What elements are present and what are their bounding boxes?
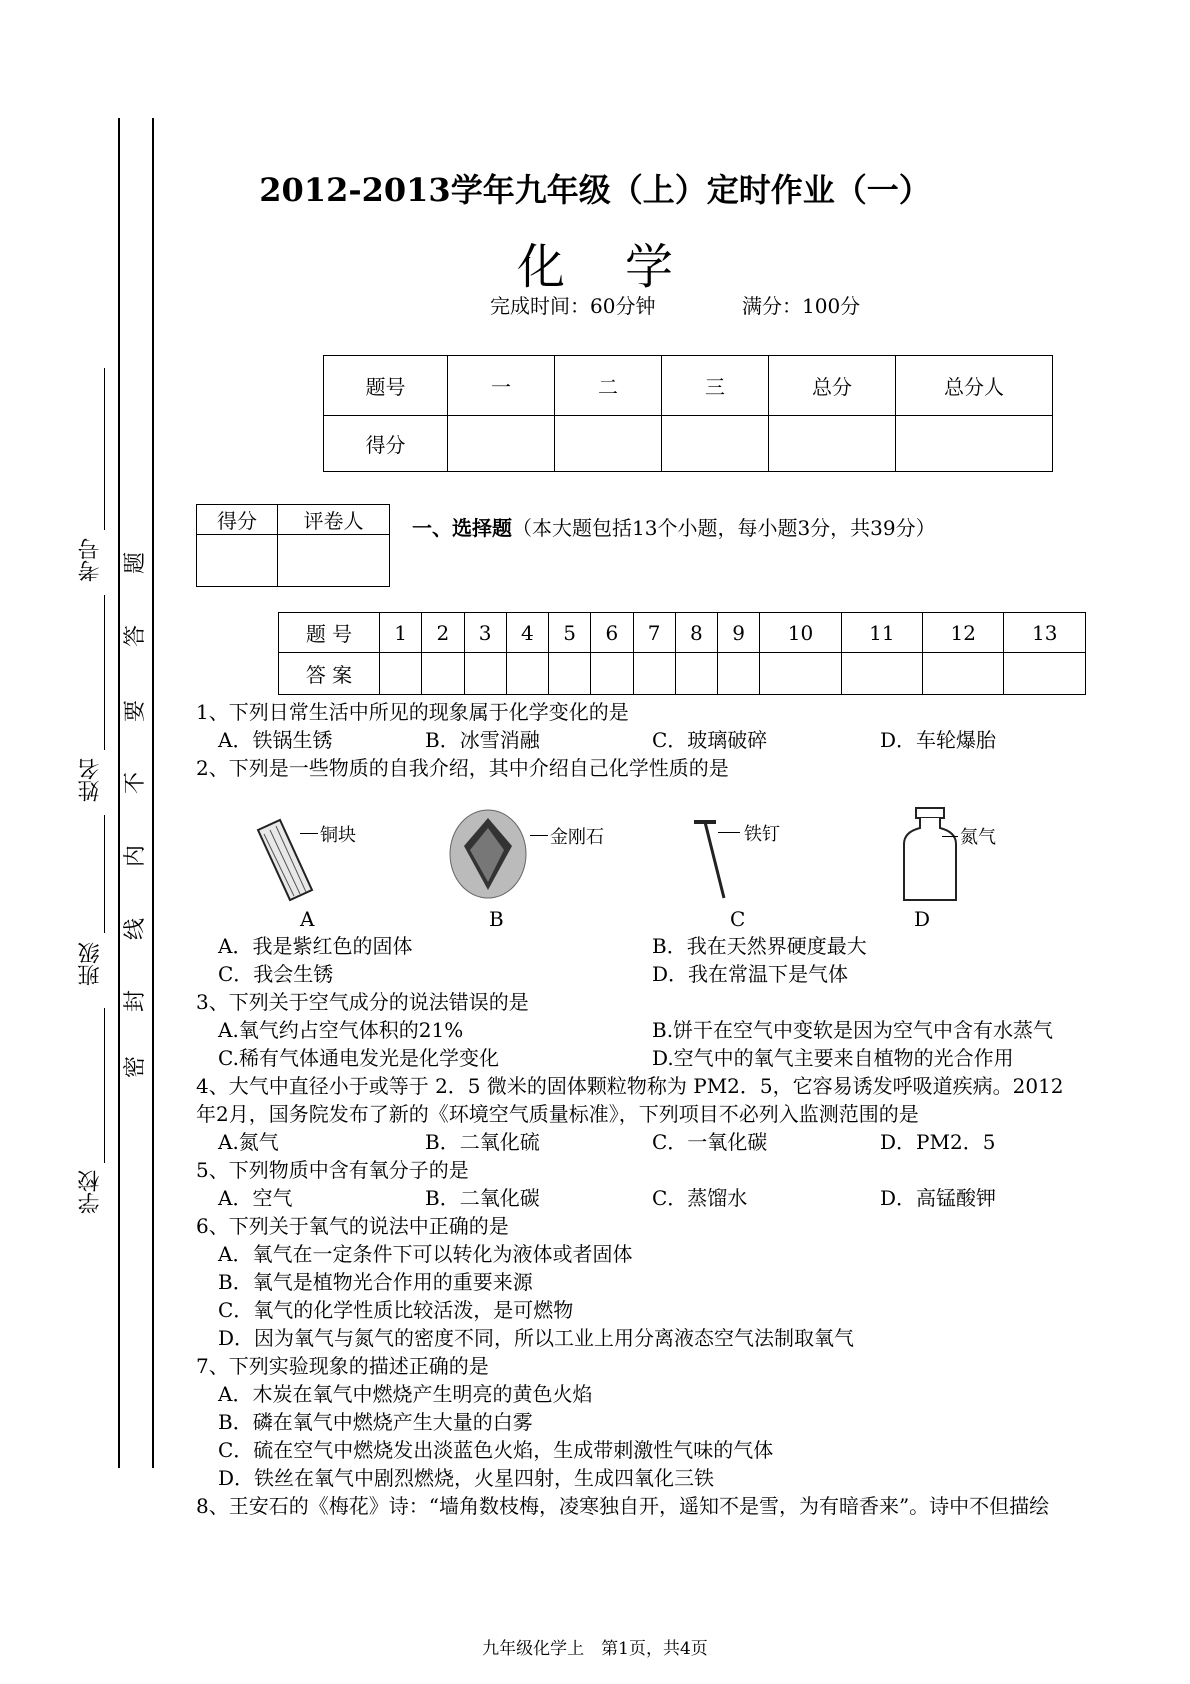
field-line-name[interactable]: [104, 595, 105, 750]
q3-option-d[interactable]: D.空气中的氧气主要来自植物的光合作用: [652, 1046, 1014, 1070]
answer-input-cell[interactable]: [718, 653, 760, 695]
subject-title: 化学: [516, 239, 733, 295]
score-row-label: 得分: [324, 416, 448, 472]
q4-option-a[interactable]: A.氮气: [218, 1130, 279, 1154]
answer-number-cell: 1: [380, 613, 422, 653]
iron-nail-label: 铁钉: [744, 824, 780, 845]
diamond-figure: [446, 806, 530, 902]
answer-number-cell: 9: [718, 613, 760, 653]
q6-option-a[interactable]: A．氧气在一定条件下可以转化为液体或者固体: [218, 1242, 633, 1266]
q3-option-b[interactable]: B.饼干在空气中变软是因为空气中含有水蒸气: [652, 1018, 1054, 1042]
diamond-label: 金刚石: [550, 827, 604, 848]
q6-option-b[interactable]: B．氧气是植物光合作用的重要来源: [218, 1270, 533, 1294]
score-cell[interactable]: [896, 416, 1053, 472]
exam-title: 2012-2013学年九年级（上）定时作业（一）: [259, 171, 931, 209]
iron-nail-figure: [690, 814, 740, 904]
score-table-header: 总分人: [896, 356, 1053, 416]
answer-input-cell[interactable]: [380, 653, 422, 695]
answer-number-cell: 3: [464, 613, 506, 653]
question-3: 3、下列关于空气成分的说法错误的是: [196, 990, 529, 1014]
margin-line-outer: [118, 118, 120, 1468]
field-label-school: 学校: [78, 1170, 103, 1214]
score-table-header: 二: [555, 356, 662, 416]
q7-option-d[interactable]: D．铁丝在氧气中剧烈燃烧，火星四射，生成四氧化三铁: [218, 1466, 715, 1490]
q2-option-a[interactable]: A．我是紫红色的固体: [218, 934, 413, 958]
grader-box: [196, 504, 390, 587]
section-heading: [412, 512, 936, 541]
answer-input-cell[interactable]: [422, 653, 464, 695]
answer-input-cell[interactable]: [549, 653, 591, 695]
answer-number-cell: 13: [1004, 613, 1086, 653]
answer-input-cell[interactable]: [506, 653, 548, 695]
grader-name-label: 评卷人: [278, 505, 390, 535]
question-4-line-2: 年2月，国务院发布了新的《环境空气质量标准》，下列项目不必列入监测范围的是: [196, 1102, 919, 1126]
answer-input-cell[interactable]: [841, 653, 922, 695]
q7-option-c[interactable]: C．硫在空气中燃烧发出淡蓝色火焰，生成带刺激性气味的气体: [218, 1438, 774, 1462]
section-title: 一、选择题: [412, 516, 512, 540]
fig-letter-c: C: [730, 907, 746, 931]
score-table-header: 题号: [324, 356, 448, 416]
q6-option-c[interactable]: C．氧气的化学性质比较活泼，是可燃物: [218, 1298, 574, 1322]
q2-option-b[interactable]: B．我在天然界硬度最大: [652, 934, 867, 958]
question-6: 6、下列关于氧气的说法中正确的是: [196, 1214, 509, 1238]
answer-number-cell: 10: [760, 613, 841, 653]
question-8: 8、王安石的《梅花》诗：“墙角数枝梅，凌寒独自开，遥知不是雪，为有暗香来”。诗中不但描绘: [196, 1494, 1050, 1518]
answer-number-cell: 7: [633, 613, 675, 653]
q2-option-c[interactable]: C．我会生锈: [218, 962, 334, 986]
margin-line-inner: [152, 118, 154, 1468]
seal-char: 线: [123, 918, 148, 941]
answer-table: [278, 612, 1086, 695]
question-7: 7、下列实验现象的描述正确的是: [196, 1354, 489, 1378]
q1-option-b[interactable]: B．冰雪消融: [425, 728, 540, 752]
score-table-header: 一: [448, 356, 555, 416]
answer-input-cell[interactable]: [923, 653, 1004, 695]
q1-option-d[interactable]: D．车轮爆胎: [880, 728, 997, 752]
q2-option-d[interactable]: D．我在常温下是气体: [652, 962, 849, 986]
question-1: 1、下列日常生活中所见的现象属于化学变化的是: [196, 700, 629, 724]
question-2: 2、下列是一些物质的自我介绍，其中介绍自己化学性质的是: [196, 756, 729, 780]
seal-char: 内: [123, 845, 148, 868]
fig-letter-b: B: [489, 907, 504, 931]
copper-block-figure: [250, 808, 320, 908]
answer-number-cell: 4: [506, 613, 548, 653]
answer-input-cell[interactable]: [1004, 653, 1086, 695]
q5-option-b[interactable]: B．二氧化碳: [425, 1186, 540, 1210]
q3-option-a[interactable]: A.氧气约占空气体积的21%: [218, 1018, 464, 1042]
answer-number-cell: 8: [675, 613, 717, 653]
q3-option-c[interactable]: C.稀有气体通电发光是化学变化: [218, 1046, 499, 1070]
seal-char: 要: [123, 700, 148, 723]
answer-input-cell[interactable]: [633, 653, 675, 695]
seal-char: 答: [123, 625, 148, 648]
q1-option-c[interactable]: C．玻璃破碎: [652, 728, 768, 752]
field-line-exam-number[interactable]: [104, 368, 105, 530]
answer-input-cell[interactable]: [675, 653, 717, 695]
answer-number-cell: 12: [923, 613, 1004, 653]
field-label-class: 班级: [78, 942, 103, 986]
score-table: [323, 355, 1053, 472]
full-score: 满分：100分: [742, 294, 861, 318]
score-cell[interactable]: [769, 416, 896, 472]
bottle-pointer: [942, 836, 958, 837]
copper-label: 铜块: [320, 825, 356, 846]
q4-option-b[interactable]: B．二氧化硫: [425, 1130, 540, 1154]
field-line-school[interactable]: [104, 1008, 105, 1163]
fig-letter-a: A: [300, 907, 315, 931]
grader-name-cell[interactable]: [278, 535, 390, 587]
page-footer: 九年级化学上 第1页，共4页: [482, 1639, 708, 1659]
score-cell[interactable]: [662, 416, 769, 472]
q1-option-a[interactable]: A．铁锅生锈: [218, 728, 333, 752]
nail-pointer: [718, 832, 740, 833]
score-table-header: 三: [662, 356, 769, 416]
q7-option-b[interactable]: B．磷在氧气中燃烧产生大量的白雾: [218, 1410, 533, 1434]
answer-number-cell: 2: [422, 613, 464, 653]
score-cell[interactable]: [448, 416, 555, 472]
fig-letter-d: D: [914, 907, 931, 931]
q5-option-c[interactable]: C．蒸馏水: [652, 1186, 748, 1210]
q5-option-d[interactable]: D．高锰酸钾: [880, 1186, 997, 1210]
answer-row-label: 题 号: [279, 613, 380, 653]
score-cell[interactable]: [555, 416, 662, 472]
field-label-exam-number: 考号: [78, 538, 103, 582]
answer-number-cell: 11: [841, 613, 922, 653]
gas-bottle-figure: [900, 806, 960, 906]
seal-char: 不: [123, 772, 148, 795]
q4-option-d[interactable]: D．PM2．5: [880, 1130, 996, 1154]
score-table-header: 总分: [769, 356, 896, 416]
nitrogen-label: 氮气: [960, 827, 996, 848]
answer-input-cell[interactable]: [464, 653, 506, 695]
q7-option-a[interactable]: A．木炭在氧气中燃烧产生明亮的黄色火焰: [218, 1382, 593, 1406]
section-note: （本大题包括13个小题，每小题3分，共39分）: [512, 516, 936, 540]
answer-input-cell[interactable]: [591, 653, 633, 695]
copper-pointer: [300, 833, 318, 834]
time-limit: 完成时间：60分钟: [490, 294, 656, 318]
q4-option-c[interactable]: C．一氧化碳: [652, 1130, 768, 1154]
seal-char: 题: [123, 552, 148, 575]
seal-char: 封: [123, 990, 148, 1013]
grader-score-cell[interactable]: [197, 535, 278, 587]
q6-option-d[interactable]: D．因为氧气与氮气的密度不同，所以工业上用分离液态空气法制取氧气: [218, 1326, 855, 1350]
field-line-class[interactable]: [104, 815, 105, 933]
question-4-line-1: 4、大气中直径小于或等于 2．5 微米的固体颗粒物称为 PM2．5，它容易诱发呼吸道疾病。2012: [196, 1074, 1064, 1098]
answer-number-cell: 5: [549, 613, 591, 653]
answer-row-label: 答 案: [279, 653, 380, 695]
grader-score-label: 得分: [197, 505, 278, 535]
field-label-name: 姓名: [78, 758, 103, 802]
q5-option-a[interactable]: A．空气: [218, 1186, 293, 1210]
answer-number-cell: 6: [591, 613, 633, 653]
question-5: 5、下列物质中含有氧分子的是: [196, 1158, 469, 1182]
seal-char: 密: [123, 1056, 148, 1079]
diamond-pointer: [530, 835, 548, 836]
answer-input-cell[interactable]: [760, 653, 841, 695]
